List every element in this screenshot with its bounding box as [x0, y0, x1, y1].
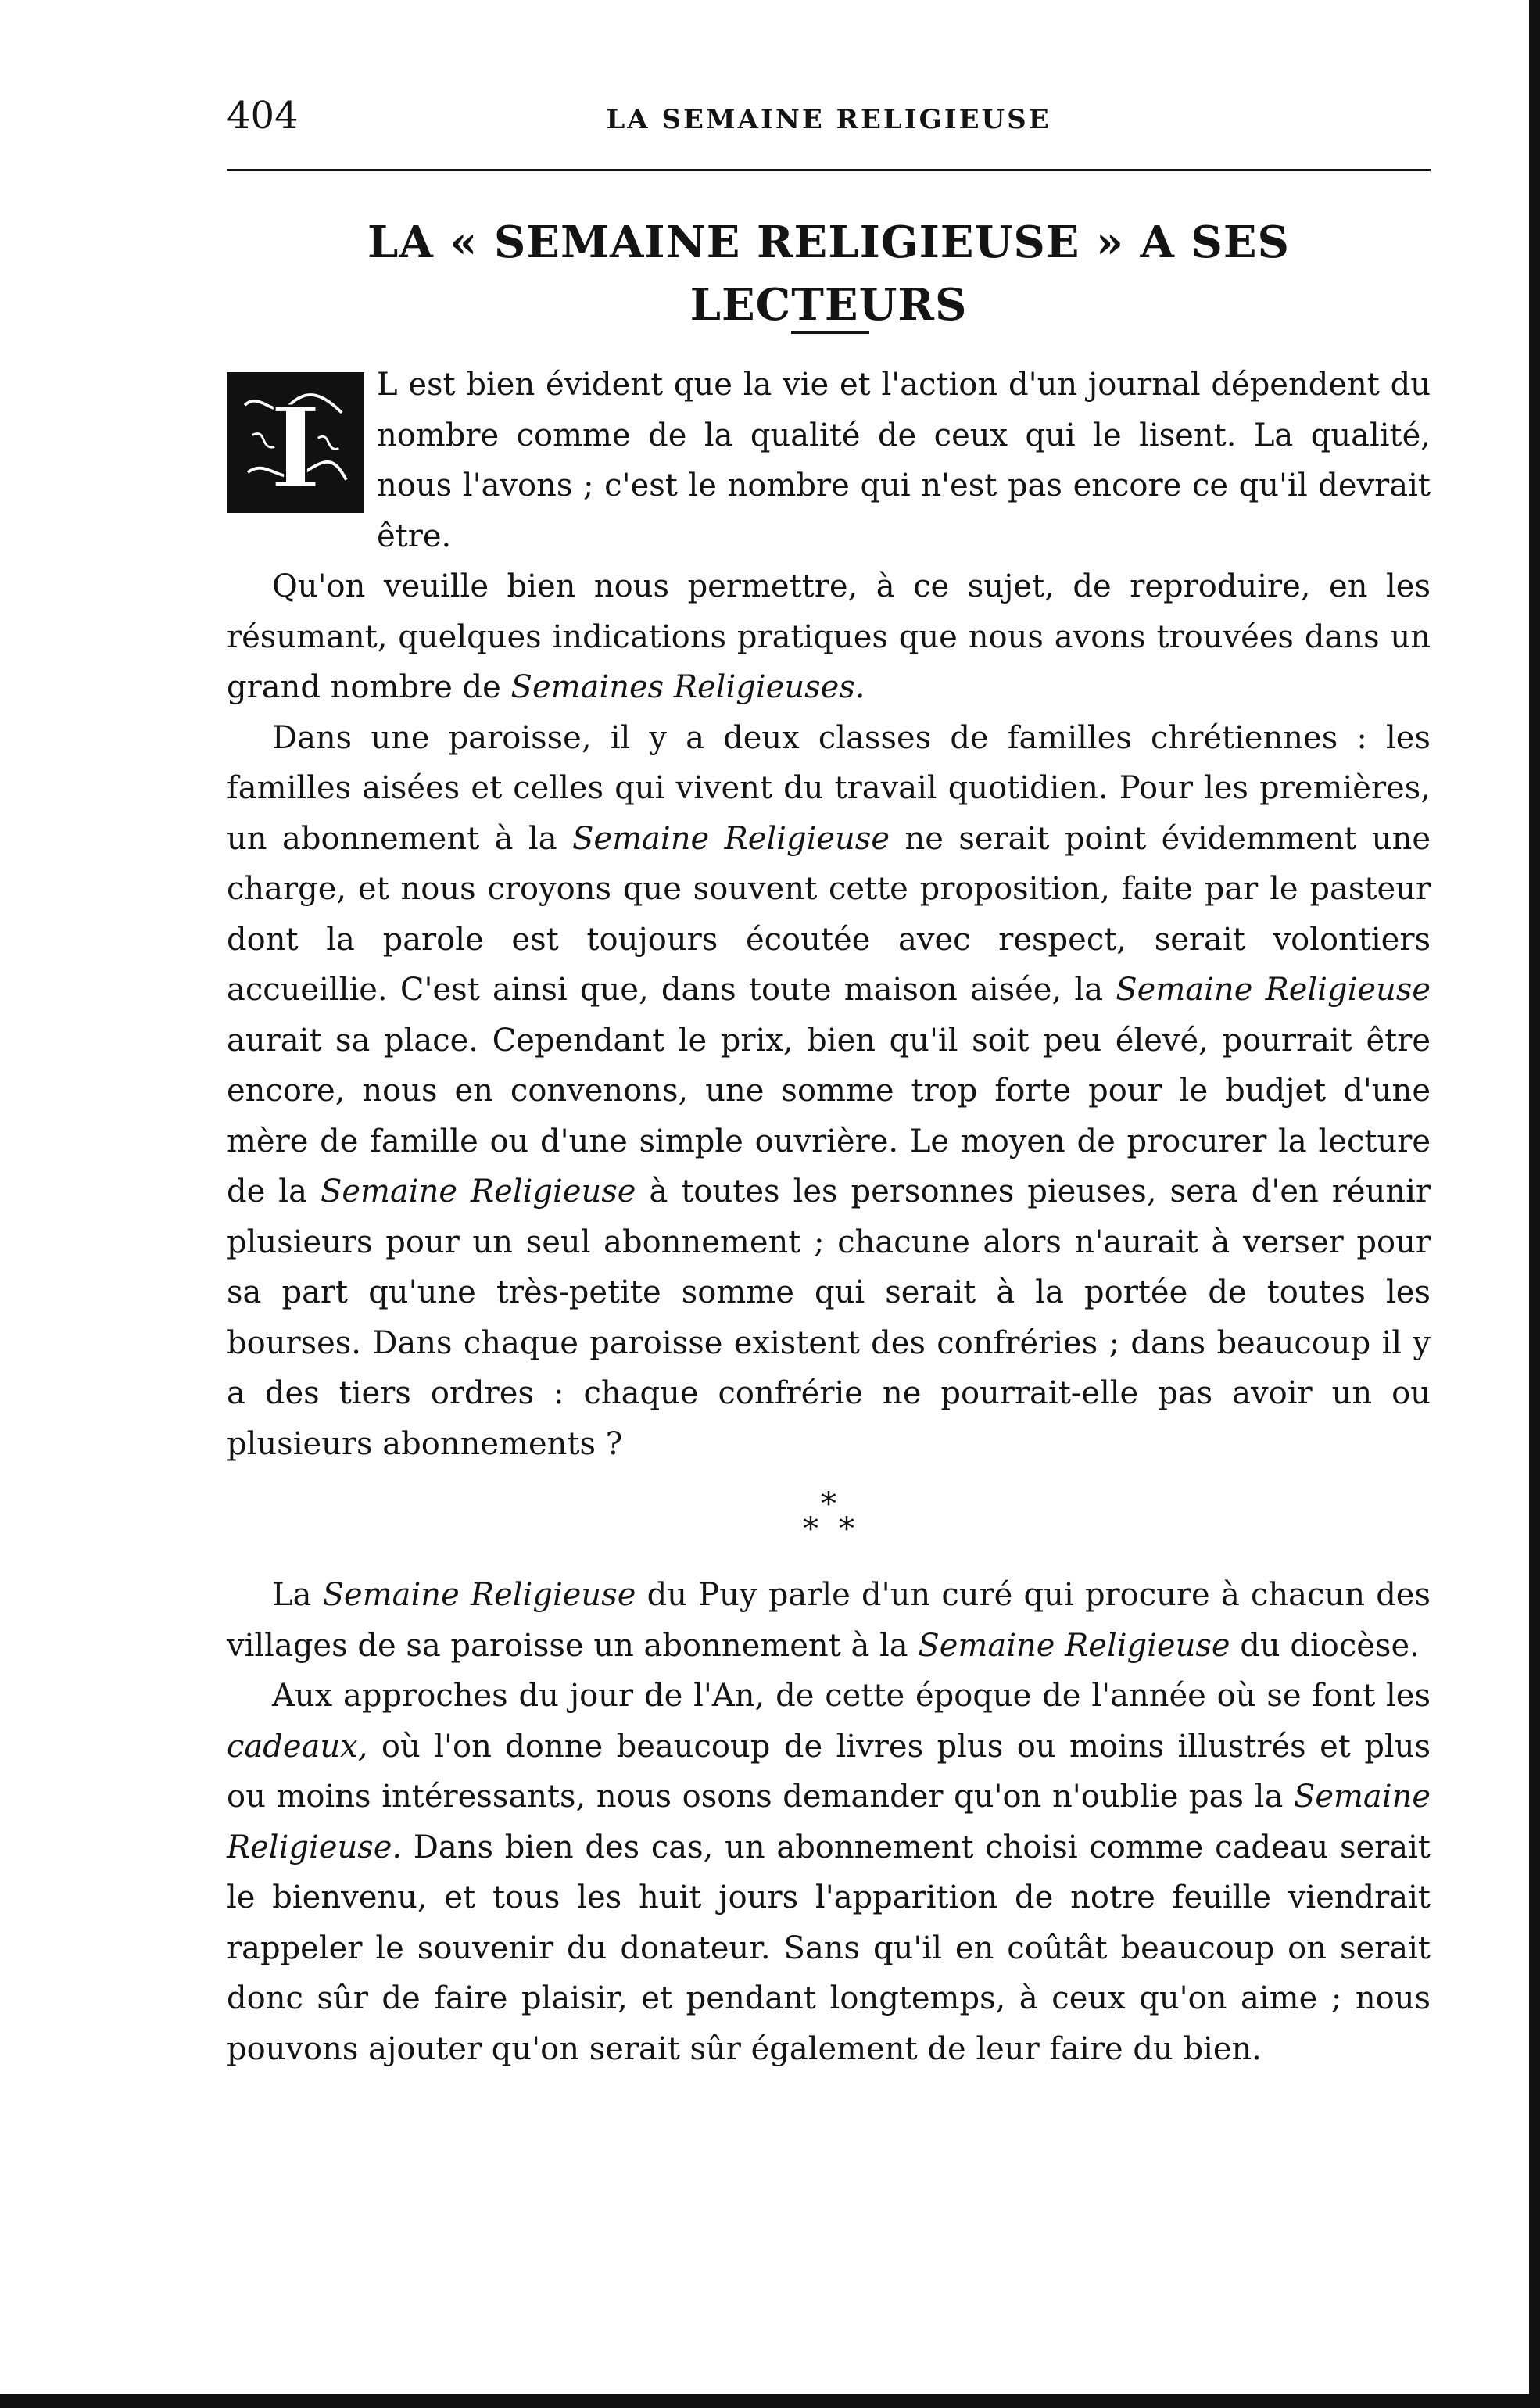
- article-title: LA « SEMAINE RELIGIEUSE » A SES LECTEURS: [367, 217, 1290, 331]
- drop-cap-letter: I: [269, 382, 322, 510]
- paragraph-5-emphasis: cadeaux,: [227, 1728, 368, 1765]
- paragraph-2: [227, 561, 1431, 713]
- paragraph-4: [227, 1570, 1431, 1671]
- paragraph-5-title-ref: Semaine Religieuse.: [227, 1779, 1431, 1865]
- paragraph-3-text-a: Dans une paroisse, il y a deux classes de familles chrétiennes : les familles aisées et celles qui vivent du travail quotidien. Pour les premières, un abonnement à la: [227, 719, 1431, 857]
- paragraph-3-title-ref-1: Semaine Religieuse: [572, 820, 890, 857]
- paragraph-3-text-c: aurait sa place. Cependant le prix, bien qu'il soit peu élevé, pourrait être encore, nous en convenons, une somme trop forte pour le budjet d'une mère de famille ou d'une simple ouvrière. Le moyen de procurer la lecture de la: [227, 1022, 1431, 1209]
- page-edge-bottom: [0, 2394, 1540, 2408]
- article-body: [227, 360, 1431, 2074]
- paragraph-4-text-b: du Puy parle d'un curé qui procure à chacun des villages de sa paroisse un abonnement à la: [227, 1577, 1431, 1664]
- page-number: 404: [227, 94, 299, 138]
- paragraph-4-text-a: La: [272, 1577, 323, 1613]
- paragraph-3-text-b: ne serait point évidemment une charge, et nous croyons que souvent cette proposition, faite par le pasteur dont la parole est toujours écoutée avec respect, serait volontiers accueillie. C'est ainsi que, dans toute maison aisée, la: [227, 820, 1431, 1008]
- paragraph-3: [227, 713, 1431, 1470]
- paragraph-4-title-ref-2: Semaine Religieuse: [918, 1627, 1230, 1664]
- paragraph-5-text-a: Aux approches du jour de l'An, de cette époque de l'année où se font les: [272, 1678, 1431, 1714]
- running-title: LA SEMAINE RELIGIEUSE: [606, 104, 1051, 135]
- paragraph-2-title-ref: Semaines Religieuses.: [510, 669, 865, 705]
- paragraph-2-text: Qu'on veuille bien nous permettre, à ce sujet, de reproduire, en les résumant, quelques indications pratiques que nous avons trouvées dans un grand nombre de: [227, 568, 1431, 705]
- paragraph-1: [227, 360, 1431, 561]
- svg-text:*: *: [803, 1511, 818, 1546]
- svg-text:*: *: [839, 1511, 854, 1546]
- asterism-icon: [793, 1491, 864, 1546]
- section-separator: [227, 1469, 1431, 1570]
- page-header: [227, 92, 1431, 155]
- paragraph-4-text-c: du diocèse.: [1230, 1627, 1420, 1664]
- paragraph-5-text-c: Dans bien des cas, un abonnement choisi comme cadeau serait le bienvenu, et tous les huit jours l'apparition de notre feuille viendrait rappeler le souvenir du donateur. Sans qu'il en coûtât beaucoup on serait donc sûr de faire plaisir, et pendant longtemps, à ceux qu'on aime ; nous pouvons ajouter qu'on serait sûr également de leur faire du bien.: [227, 1829, 1431, 2067]
- paragraph-4-title-ref-1: Semaine Religieuse: [322, 1577, 636, 1613]
- paragraph-3-title-ref-3: Semaine Religieuse: [320, 1174, 636, 1209]
- ornamental-initial-icon: [227, 372, 364, 513]
- header-rule: [227, 169, 1431, 171]
- paragraph-1-text: L est bien évident que la vie et l'action d'un journal dépendent du nombre comme de la qualité de ceux qui le lisent. La qualité, nous l'avons ; c'est le nombre qui n'est pas encore ce qu'il devrait être.: [377, 367, 1431, 554]
- paragraph-5-text-b: où l'on donne beaucoup de livres plus ou moins illustrés et plus ou moins intéressants, nous osons demander qu'on n'oublie pas la: [227, 1728, 1431, 1815]
- page-edge-right: [1529, 0, 1540, 2408]
- drop-cap-graphic: [230, 375, 361, 510]
- svg-text:*: *: [821, 1491, 836, 1522]
- paragraph-3-title-ref-2: Semaine Religieuse: [1116, 972, 1431, 1008]
- title-rule: [791, 331, 869, 334]
- paragraph-5: [227, 1671, 1431, 2074]
- paragraph-3-text-d: à toutes les personnes pieuses, sera d'en réunir plusieurs pour un seul abonnement ; chacune alors n'aurait à verser pour sa part qu'une très-petite somme qui serait à la portée de toutes les bourses. Dans chaque paroisse existent des confréries ; dans beaucoup il y a des tiers ordres : chaque confrérie ne pourrait-elle pas avoir un ou plusieurs abonnements ?: [227, 1174, 1431, 1462]
